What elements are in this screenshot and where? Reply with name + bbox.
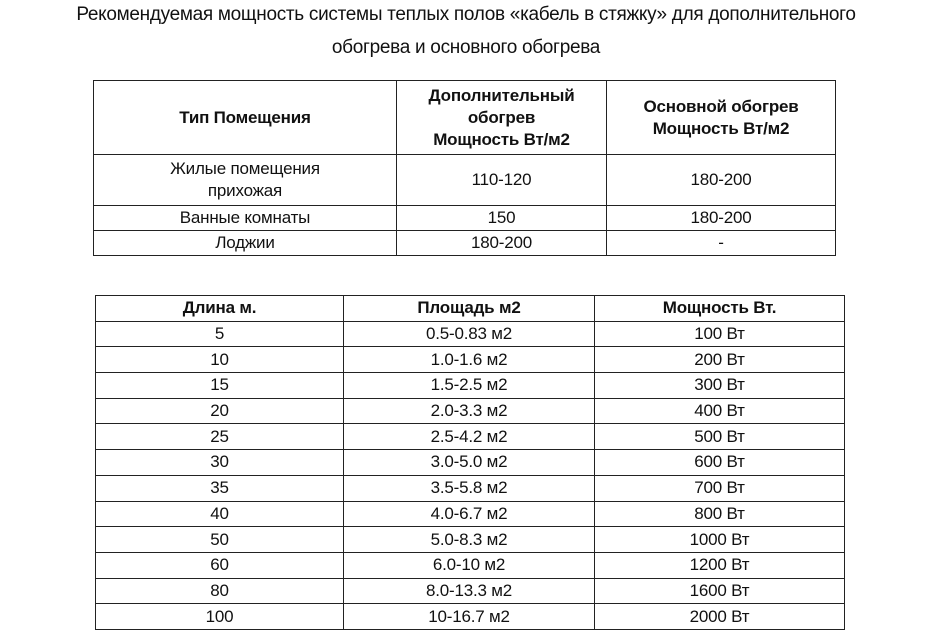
power-cell: 400 Вт <box>595 398 845 424</box>
table-row <box>96 604 845 630</box>
length-cell: 80 <box>96 578 344 604</box>
power-cell: 500 Вт <box>595 424 845 450</box>
area-cell: 5.0-8.3 м2 <box>344 527 595 553</box>
additional-cell: 150 <box>397 206 607 231</box>
header-length: Длина м. <box>96 296 344 322</box>
power-cell: 700 Вт <box>595 475 845 501</box>
length-cell: 100 <box>96 604 344 630</box>
power-cell: 1200 Вт <box>595 552 845 578</box>
table-row <box>96 527 845 553</box>
header-line: Дополнительный <box>428 85 575 105</box>
area-cell: 0.5-0.83 м2 <box>344 321 595 347</box>
additional-cell: 180-200 <box>397 231 607 256</box>
area-cell: 10-16.7 м2 <box>344 604 595 630</box>
area-cell: 1.5-2.5 м2 <box>344 373 595 399</box>
area-cell: 3.0-5.0 м2 <box>344 450 595 476</box>
table-row <box>96 578 845 604</box>
main-cell: - <box>607 231 836 256</box>
room-power-table <box>93 80 836 256</box>
power-cell: 2000 Вт <box>595 604 845 630</box>
table-row <box>96 398 845 424</box>
length-cell: 15 <box>96 373 344 399</box>
room-line: прихожая <box>207 181 283 200</box>
table-row <box>94 155 836 206</box>
length-cell: 60 <box>96 552 344 578</box>
room-line: Жилые помещения <box>170 159 320 178</box>
length-cell: 30 <box>96 450 344 476</box>
area-cell: 1.0-1.6 м2 <box>344 347 595 373</box>
area-cell: 3.5-5.8 м2 <box>344 475 595 501</box>
header-additional-heating <box>397 81 607 155</box>
header-area: Площадь м2 <box>344 296 595 322</box>
cable-length-table <box>95 295 845 630</box>
table-row <box>96 321 845 347</box>
length-cell: 25 <box>96 424 344 450</box>
table-header-row <box>94 81 836 155</box>
area-cell: 8.0-13.3 м2 <box>344 578 595 604</box>
table-row <box>96 475 845 501</box>
power-cell: 600 Вт <box>595 450 845 476</box>
header-line: Мощность Вт/м2 <box>433 129 570 149</box>
main-cell: 180-200 <box>607 155 836 206</box>
header-line: обогрев <box>467 107 536 127</box>
page-title-line-2: обогрева и основного обогрева <box>331 37 601 58</box>
table-row <box>96 450 845 476</box>
table-row <box>96 424 845 450</box>
length-cell: 35 <box>96 475 344 501</box>
header-line: Мощность Вт/м2 <box>652 118 790 138</box>
area-cell: 2.5-4.2 м2 <box>344 424 595 450</box>
main-cell: 180-200 <box>607 206 836 231</box>
area-cell: 4.0-6.7 м2 <box>344 501 595 527</box>
table-row <box>96 347 845 373</box>
header-room-type: Тип Помещения <box>94 81 397 155</box>
table-row <box>96 552 845 578</box>
header-line: Основной обогрев <box>643 96 799 116</box>
power-cell: 100 Вт <box>595 321 845 347</box>
length-cell: 40 <box>96 501 344 527</box>
header-main-heating <box>607 81 836 155</box>
room-cell <box>94 155 397 206</box>
additional-cell: 110-120 <box>397 155 607 206</box>
area-cell: 6.0-10 м2 <box>344 552 595 578</box>
table-row <box>96 373 845 399</box>
power-cell: 800 Вт <box>595 501 845 527</box>
power-cell: 200 Вт <box>595 347 845 373</box>
length-cell: 5 <box>96 321 344 347</box>
power-cell: 1000 Вт <box>595 527 845 553</box>
table-row <box>94 206 836 231</box>
table-row <box>96 501 845 527</box>
header-power: Мощность Вт. <box>595 296 845 322</box>
table-header-row <box>96 296 845 322</box>
length-cell: 20 <box>96 398 344 424</box>
room-cell: Лоджии <box>94 231 397 256</box>
length-cell: 50 <box>96 527 344 553</box>
power-cell: 1600 Вт <box>595 578 845 604</box>
area-cell: 2.0-3.3 м2 <box>344 398 595 424</box>
table-row <box>94 231 836 256</box>
room-cell: Ванные комнаты <box>94 206 397 231</box>
page-title-line-1: Рекомендуемая мощность системы теплых полов «кабель в стяжку» для дополнительного <box>76 4 856 25</box>
length-cell: 10 <box>96 347 344 373</box>
power-cell: 300 Вт <box>595 373 845 399</box>
